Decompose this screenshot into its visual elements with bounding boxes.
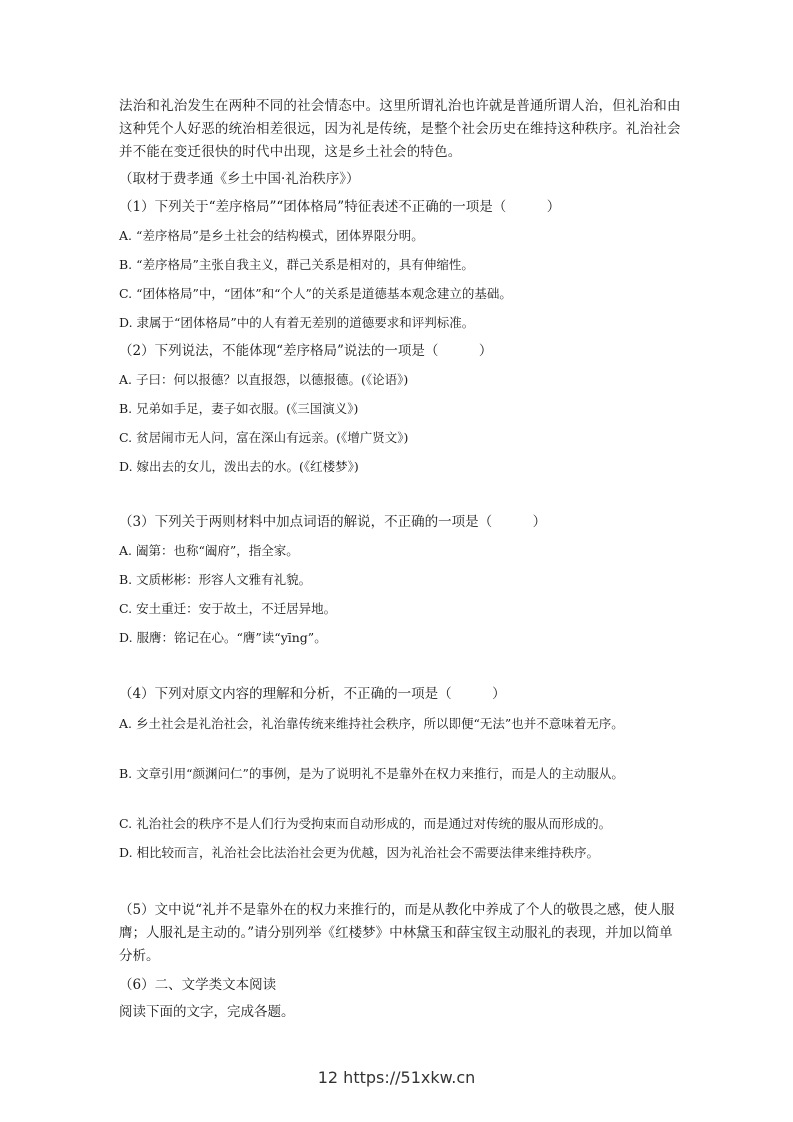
question-3-stem: （3）下列关于两则材料中加点词语的解说，不正确的一项是（ ） <box>119 514 547 530</box>
page-footer <box>0 1068 793 1087</box>
footer-url: https://51xkw.cn <box>343 1068 476 1087</box>
question-6-stem: （6）二、文学类文本阅读 <box>119 977 277 993</box>
question-3-option-c: C. 安土重迁：安于故土，不迁居异地。 <box>119 601 337 616</box>
question-2-option-b: B. 兄弟如手足，妻子如衣服。(《三国演义》) <box>119 401 359 416</box>
question-1-option-b: B. “差序格局”主张自我主义，群己关系是相对的，具有伸缩性。 <box>119 257 474 272</box>
question-2-option-a: A. 子曰：何以报德？以直报怨，以德报德。(《论语》) <box>119 372 409 387</box>
question-3-option-d: D. 服膺：铭记在心。“膺”读“yīng”。 <box>119 630 327 645</box>
question-4-option-d: D. 相比较而言，礼治社会比法治社会更为优越，因为礼治社会不需要法律来维持秩序。 <box>119 845 600 860</box>
question-3-option-a: A. 阖第：也称“阖府”，指全家。 <box>119 543 299 558</box>
question-1-option-d: D. 隶属于“团体格局”中的人有着无差别的道德要求和评判标准。 <box>119 315 475 330</box>
question-2-option-c: C. 贫居闹市无人问，富在深山有远亲。(《增广贤文》) <box>119 430 409 445</box>
question-4-option-b: B. 文章引用“颜渊问仁”的事例，是为了说明礼不是靠外在权力来推行，而是人的主动服从。 <box>119 766 624 781</box>
question-2-stem: （2）下列说法，不能体现“差序格局”说法的一项是（ ） <box>119 343 493 359</box>
question-4-stem: （4）下列对原文内容的理解和分析，不正确的一项是（ ） <box>119 686 506 702</box>
page-number: 12 <box>317 1068 339 1087</box>
question-5-stem: （5）文中说“礼并不是靠外在的权力来推行的，而是从教化中养成了个人的敬畏之感，使人服膺；人服礼是主动的。”请分别列举《红楼梦》中林黛玉和薛宝钗主动服礼的表现，并加以简单分析。 <box>119 902 675 964</box>
question-1-option-a: A. “差序格局”是乡土社会的结构模式，团体界限分明。 <box>119 228 424 243</box>
question-1-stem: （1）下列关于“差序格局”“团体格局”特征表述不正确的一项是（ ） <box>119 199 561 215</box>
question-6-instruction: 阅读下面的文字，完成各题。 <box>119 1004 295 1020</box>
intro-paragraph <box>119 95 681 164</box>
source-citation: （取材于费孝通《乡土中国·礼治秩序》） <box>119 171 360 187</box>
question-2-option-d: D. 嫁出去的女儿，泼出去的水。(《红楼梦》) <box>119 459 359 474</box>
question-1-option-c: C. “团体格局”中，“团体”和“个人”的关系是道德基本观念建立的基础。 <box>119 286 512 301</box>
question-4-option-a: A. 乡土社会是礼治社会，礼治靠传统来维持社会秩序，所以即便“无法”也并不意味着无序。 <box>119 716 624 731</box>
question-3-option-b: B. 文质彬彬：形容人文雅有礼貌。 <box>119 572 312 587</box>
question-4-option-c: C. 礼治社会的秩序不是人们行为受拘束而自动形成的，而是通过对传统的服从而形成的。 <box>119 816 612 831</box>
intro-text: 法治和礼治发生在两种不同的社会情态中。这里所谓礼治也许就是普通所谓人治，但礼治和由这种凭个人好恶的统治相差很远，因为礼是传统，是整个社会历史在维持这种秩序。礼治社会并不能在变迁很快的时代中出现，这是乡土社会的特色。 <box>119 98 681 160</box>
